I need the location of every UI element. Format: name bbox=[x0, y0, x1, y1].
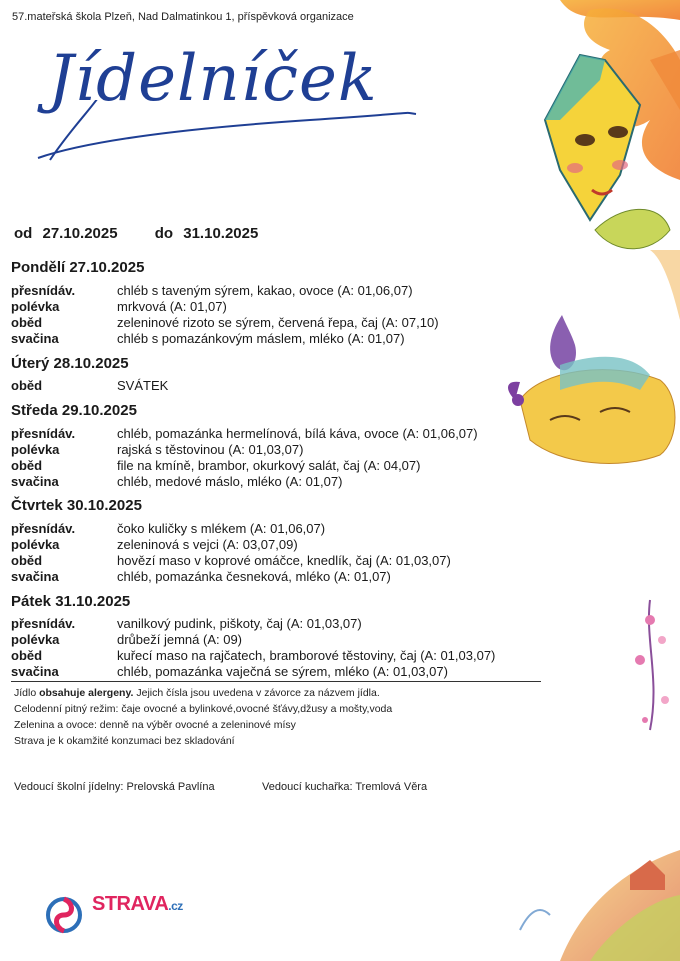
strava-logo-text bbox=[92, 893, 183, 916]
meal-label: přesnídáv. bbox=[11, 426, 76, 441]
meal-value: chléb s taveným sýrem, kakao, ovoce (A: 01,06,07) bbox=[117, 283, 413, 298]
meal-value: zeleninové rizoto se sýrem, červená řepa, čaj (A: 07,10) bbox=[117, 315, 439, 330]
meal-label: oběd bbox=[11, 458, 43, 473]
day-heading-wednesday: Středa 29.10.2025 bbox=[11, 402, 137, 419]
date-from: 27.10.2025 bbox=[42, 225, 118, 242]
meal-value: SVÁTEK bbox=[117, 378, 169, 393]
day-heading-monday: Pondělí 27.10.2025 bbox=[11, 259, 145, 276]
meal-label: oběd bbox=[11, 648, 43, 663]
allergen-note-post: Jejich čísla jsou uvedena v závorce za názvem jídla. bbox=[133, 687, 380, 699]
meal-label: oběd bbox=[11, 553, 43, 568]
strava-logo-icon bbox=[46, 893, 86, 937]
logo-brand: STRAVA bbox=[92, 893, 169, 915]
meal-label: oběd bbox=[11, 315, 43, 330]
consume-note: Strava je k okamžité konzumaci bez skladování bbox=[14, 735, 235, 747]
decorative-illustration bbox=[500, 0, 680, 961]
meal-value: drůbeží jemná (A: 09) bbox=[117, 632, 243, 647]
meal-value: rajská s těstovinou (A: 01,03,07) bbox=[117, 442, 304, 457]
drinks-note: Celodenní pitný režim: čaje ovocné a bylinkové,ovocné šťávy,džusy a mošty,voda bbox=[14, 703, 393, 715]
meal-value: vanilkový pudink, piškoty, čaj (A: 01,03,07) bbox=[117, 616, 362, 631]
meal-value: chléb, pomazánka česneková, mléko (A: 01,07) bbox=[117, 569, 391, 584]
allergen-note-bold: obsahuje alergeny. bbox=[39, 687, 134, 699]
meal-value: mrkvová (A: 01,07) bbox=[117, 299, 227, 314]
school-name: 57.mateřská škola Plzeň, Nad Dalmatinkou 1, příspěvková organizace bbox=[12, 11, 354, 23]
title-underline-flourish bbox=[30, 100, 420, 170]
meal-value: chléb, pomazánka hermelínová, bílá káva, ovoce (A: 01,06,07) bbox=[117, 426, 478, 441]
meal-value: chléb, medové máslo, mléko (A: 01,07) bbox=[117, 474, 343, 489]
date-range bbox=[14, 225, 258, 242]
meal-label: přesnídáv. bbox=[11, 283, 76, 298]
allergen-note bbox=[14, 687, 380, 699]
date-from-label: od bbox=[14, 225, 33, 242]
meal-label: svačina bbox=[11, 331, 59, 346]
date-to-label: do bbox=[154, 225, 174, 242]
meal-value: hovězí maso v koprové omáčce, knedlík, čaj (A: 01,03,07) bbox=[117, 553, 451, 568]
meal-label: svačina bbox=[11, 569, 59, 584]
meal-label: polévka bbox=[11, 632, 60, 647]
canteen-head-signature: Vedoucí školní jídelny: Prelovská Pavlína bbox=[14, 781, 215, 793]
meal-label: polévka bbox=[11, 442, 60, 457]
meal-value: čoko kuličky s mlékem (A: 01,06,07) bbox=[117, 521, 326, 536]
meal-value: file na kmíně, brambor, okurkový salát, čaj (A: 04,07) bbox=[117, 458, 421, 473]
meal-value: zeleninová s vejci (A: 03,07,09) bbox=[117, 537, 298, 552]
meal-label: svačina bbox=[11, 474, 59, 489]
day-heading-tuesday: Úterý 28.10.2025 bbox=[11, 355, 129, 372]
date-to: 31.10.2025 bbox=[183, 225, 259, 242]
meal-value: chléb, pomazánka vaječná se sýrem, mléko (A: 01,03,07) bbox=[117, 664, 448, 679]
meal-label: svačina bbox=[11, 664, 59, 679]
meal-label: oběd bbox=[11, 378, 43, 393]
day-heading-friday: Pátek 31.10.2025 bbox=[11, 593, 131, 610]
page-title: Jídelníček bbox=[48, 42, 378, 116]
allergen-note-pre: Jídlo bbox=[14, 687, 40, 699]
meal-value: chléb s pomazánkovým máslem, mléko (A: 01,07) bbox=[117, 331, 405, 346]
chef-signature: Vedoucí kuchařka: Tremlová Věra bbox=[262, 781, 428, 793]
meal-value: kuřecí maso na rajčatech, bramborové těstoviny, čaj (A: 01,03,07) bbox=[117, 648, 496, 663]
logo-suffix: .cz bbox=[168, 899, 183, 913]
strava-logo bbox=[46, 893, 183, 937]
meal-label: polévka bbox=[11, 299, 60, 314]
meal-label: polévka bbox=[11, 537, 60, 552]
divider bbox=[11, 681, 541, 682]
day-heading-thursday: Čtvrtek 30.10.2025 bbox=[11, 497, 142, 514]
meal-label: přesnídáv. bbox=[11, 521, 76, 536]
meal-label: přesnídáv. bbox=[11, 616, 76, 631]
fruit-note: Zelenina a ovoce: denně na výběr ovocné a zeleninové mísy bbox=[14, 719, 296, 731]
